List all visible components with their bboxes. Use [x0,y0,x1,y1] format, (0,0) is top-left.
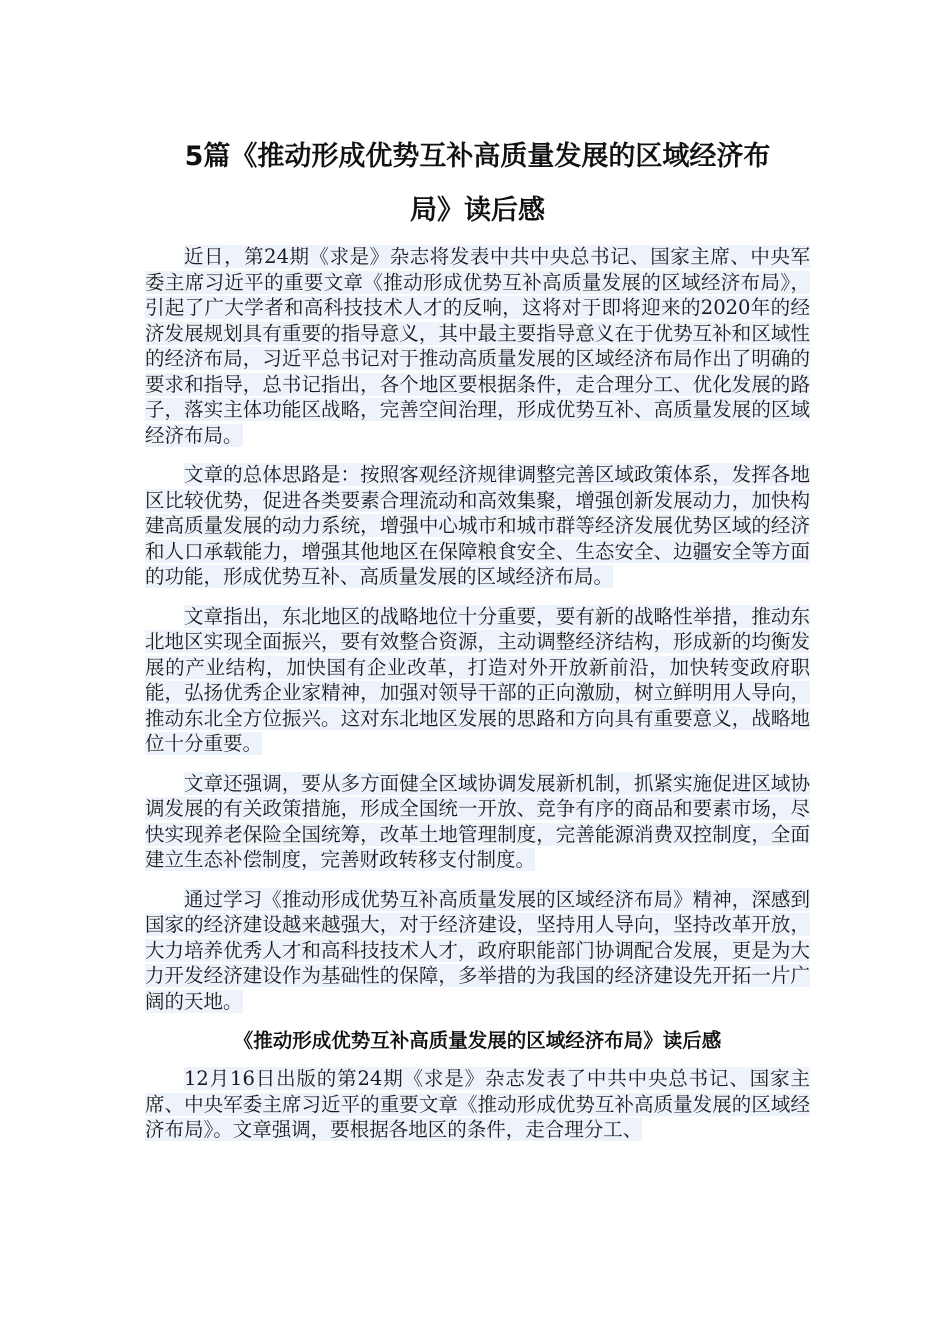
paragraph-4 [145,771,810,873]
paragraph-1-text: 近日，第24期《求是》杂志将发表中共中央总书记、国家主席、中央军委主席习近平的重要文章《推动形成优势互补高质量发展的区域经济布局》，引起了广大学者和高科技技术人才的反响，这将对于即将迎来的2020年的经济发展规划具有重要的指导意义，其中最主要指导意义在于优势互补和区域性的经济布局，习近平总书记对于推动高质量发展的区域经济布局作出了明确的要求和指导，总书记指出，各个地区要根据条件，走合理分工、优化发展的路子，落实主体功能区战略，完善空间治理，形成优势互补、高质量发展的区域经济布局。 [145,245,810,447]
document-page [145,130,810,1157]
paragraph-3-text: 文章指出，东北地区的战略地位十分重要，要有新的战略性举措，推动东北地区实现全面振兴，要有效整合资源，主动调整经济结构，形成新的均衡发展的产业结构，加快国有企业改革，打造对外开放新前沿，加快转变政府职能，弘扬优秀企业家精神，加强对领导干部的正向激励，树立鲜明用人导向，推动东北全方位振兴。这对东北地区发展的思路和方向具有重要意义，战略地位十分重要。 [145,604,810,755]
paragraph-1 [145,244,810,448]
paragraph-5 [145,887,810,1015]
paragraph-5-text: 通过学习《推动形成优势互补高质量发展的区域经济布局》精神，深感到国家的经济建设越来越强大，对于经济建设，坚持用人导向，坚持改革开放，大力培养优秀人才和高科技技术人才，政府职能部门协调配合发展，更是为大力开发经济建设作为基础性的保障，多举措的为我国的经济建设先开拓一片广阔的天地。 [145,887,810,1013]
document-title-line-2: 局》读后感 [410,195,545,226]
paragraph-2-text: 文章的总体思路是：按照客观经济规律调整完善区域政策体系，发挥各地区比较优势，促进各类要素合理流动和高效集聚，增强创新发展动力，加快构建高质量发展的动力系统，增强中心城市和城市群等经济发展优势区域的经济和人口承载能力，增强其他地区在保障粮食安全、生态安全、边疆安全等方面的功能，形成优势互补、高质量发展的区域经济布局。 [145,463,810,588]
paragraph-2 [145,462,810,590]
document-title-line-1: 5篇《推动形成优势互补高质量发展的区域经济布 [184,141,771,172]
paragraph-3 [145,604,810,757]
document-title [145,130,810,238]
paragraph-6-text: 12月16日出版的第24期《求是》杂志发表了中共中央总书记、国家主席、中央军委主席习近平的重要文章《推动形成优势互补高质量发展的区域经济布局》。文章强调，要根据各地区的条件，走合理分工、 [145,1067,810,1141]
paragraph-4-text: 文章还强调，要从多方面健全区域协调发展新机制，抓紧实施促进区域协调发展的有关政策措施，形成全国统一开放、竞争有序的商品和要素市场，尽快实现养老保险全国统筹，改革土地管理制度，完善能源消费双控制度，全面建立生态补偿制度，完善财政转移支付制度。 [145,771,810,871]
paragraph-6 [145,1066,810,1143]
section-subtitle: 《推动形成优势互补高质量发展的区域经济布局》读后感 [233,1029,722,1052]
